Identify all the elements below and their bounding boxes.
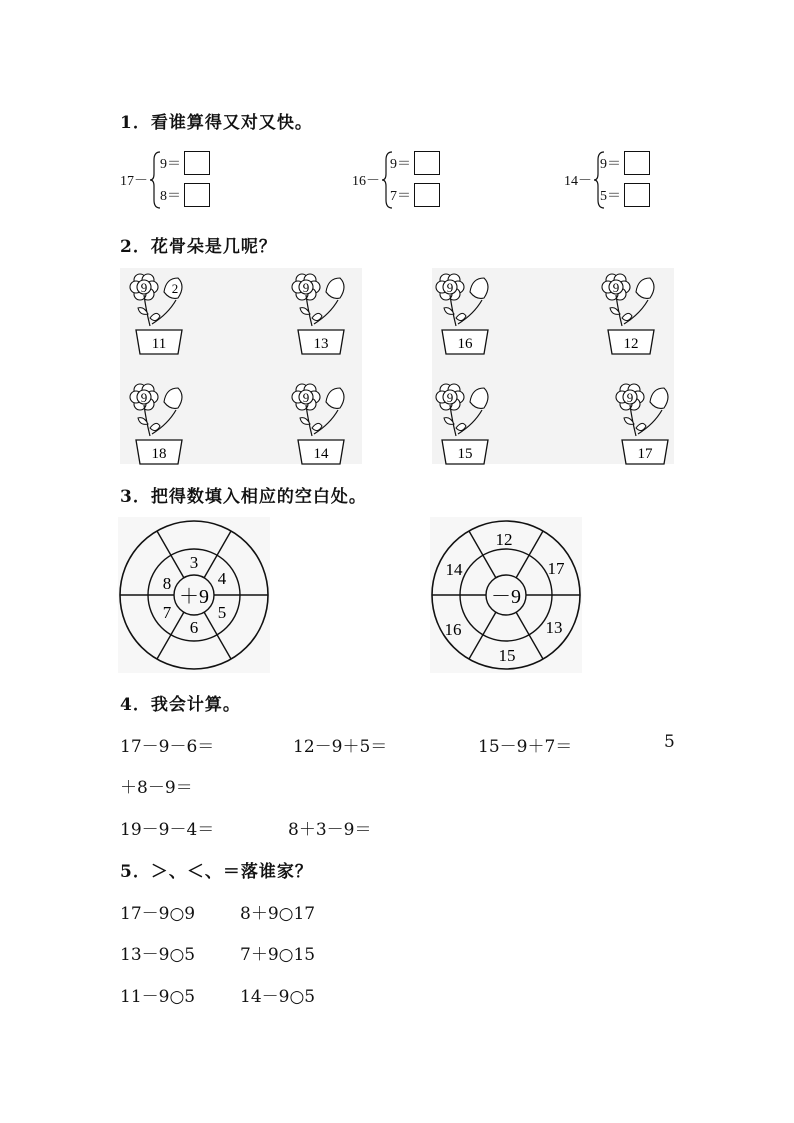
comparison: 17－9○9 bbox=[120, 904, 196, 924]
q1-top-expr: 9＝ bbox=[390, 157, 411, 172]
comparison: 14－9○5 bbox=[240, 987, 316, 1007]
expression: 12－9＋5＝ bbox=[293, 737, 388, 757]
wheel-left-number: 3 bbox=[189, 553, 199, 572]
flower-center-number: 9 bbox=[626, 390, 634, 405]
wheel-left bbox=[118, 517, 270, 673]
flower-center-number: 9 bbox=[446, 390, 454, 405]
q1-top-expr: 9＝ bbox=[160, 157, 181, 172]
expression: 15－9＋7＝ bbox=[478, 737, 573, 757]
q1-minuend: 14－ bbox=[564, 174, 592, 189]
wheel-right bbox=[430, 517, 582, 673]
q1-group-2 bbox=[352, 150, 452, 210]
bud-number: 2 bbox=[171, 281, 179, 296]
q1-heading: 1．看谁算得又对又快。 bbox=[120, 113, 313, 133]
pot-number: 18 bbox=[151, 446, 167, 462]
pot-number: 17 bbox=[637, 446, 653, 462]
flower-pot bbox=[128, 380, 198, 468]
comparison: 8＋9○17 bbox=[240, 904, 316, 924]
q1-top-expr: 9＝ bbox=[600, 157, 621, 172]
wheel-right-number: 16 bbox=[444, 620, 462, 639]
expression: 8＋3－9＝ bbox=[288, 820, 372, 840]
answer-box[interactable] bbox=[624, 151, 650, 175]
flower-center-number: 9 bbox=[140, 390, 148, 405]
q1-group-3 bbox=[564, 150, 664, 210]
q1-bottom-expr: 7＝ bbox=[390, 189, 411, 204]
answer-box[interactable] bbox=[184, 151, 210, 175]
answer-box[interactable] bbox=[414, 151, 440, 175]
q5-heading: 5．＞、＜、＝落谁家？ bbox=[120, 862, 313, 882]
q4-heading: 4．我会计算。 bbox=[120, 695, 241, 715]
answer-box[interactable] bbox=[184, 183, 210, 207]
comparison: 11－9○5 bbox=[120, 987, 196, 1007]
q1-group-1 bbox=[120, 150, 220, 210]
wheel-right-number: 13 bbox=[545, 618, 563, 637]
q1-minuend: 16－ bbox=[352, 174, 380, 189]
flower-pot bbox=[290, 380, 360, 468]
pot-number: 13 bbox=[313, 336, 329, 352]
wheel-right-number: 15 bbox=[498, 646, 516, 665]
comparison: 13－9○5 bbox=[120, 945, 196, 965]
q3-heading: 3．把得数填入相应的空白处。 bbox=[120, 487, 367, 507]
wheel-right-number: 17 bbox=[547, 559, 565, 578]
wheel-right-number: 12 bbox=[495, 530, 513, 549]
flower-pot bbox=[434, 380, 504, 468]
wheel-left-number: 5 bbox=[217, 603, 227, 622]
pot-number: 15 bbox=[457, 446, 473, 462]
flower-pot bbox=[600, 270, 670, 358]
wheel-left-number: 6 bbox=[189, 618, 199, 637]
wheel-left-center: ＋9 bbox=[179, 586, 209, 608]
pot-number: 11 bbox=[151, 336, 167, 352]
q1-minuend: 17－ bbox=[120, 174, 148, 189]
q1-bottom-expr: 5＝ bbox=[600, 189, 621, 204]
expression: 19－9－4＝ bbox=[120, 820, 215, 840]
flower-center-number: 9 bbox=[302, 280, 310, 295]
wheel-left-number: 4 bbox=[217, 569, 227, 588]
answer-box[interactable] bbox=[624, 183, 650, 207]
wheel-right-number: 14 bbox=[445, 560, 463, 579]
flower-pot bbox=[614, 380, 684, 468]
wheel-left-number: 8 bbox=[162, 574, 172, 593]
expression: 5 bbox=[664, 732, 675, 752]
expression: ＋8－9＝ bbox=[120, 778, 193, 798]
pot-number: 12 bbox=[623, 336, 639, 352]
flower-center-number: 9 bbox=[612, 280, 620, 295]
flower-center-number: 9 bbox=[140, 280, 148, 295]
wheel-right-center: －9 bbox=[491, 586, 521, 608]
flower-center-number: 9 bbox=[446, 280, 454, 295]
answer-box[interactable] bbox=[414, 183, 440, 207]
flower-pot bbox=[128, 270, 198, 358]
pot-number: 14 bbox=[313, 446, 329, 462]
expression: 17－9－6＝ bbox=[120, 737, 215, 757]
pot-number: 16 bbox=[457, 336, 473, 352]
comparison: 7＋9○15 bbox=[240, 945, 316, 965]
q1-bottom-expr: 8＝ bbox=[160, 189, 181, 204]
flower-pot bbox=[290, 270, 360, 358]
flower-pot bbox=[434, 270, 504, 358]
wheel-left-number: 7 bbox=[162, 603, 172, 622]
q2-heading: 2．花骨朵是几呢？ bbox=[120, 237, 277, 257]
flower-center-number: 9 bbox=[302, 390, 310, 405]
